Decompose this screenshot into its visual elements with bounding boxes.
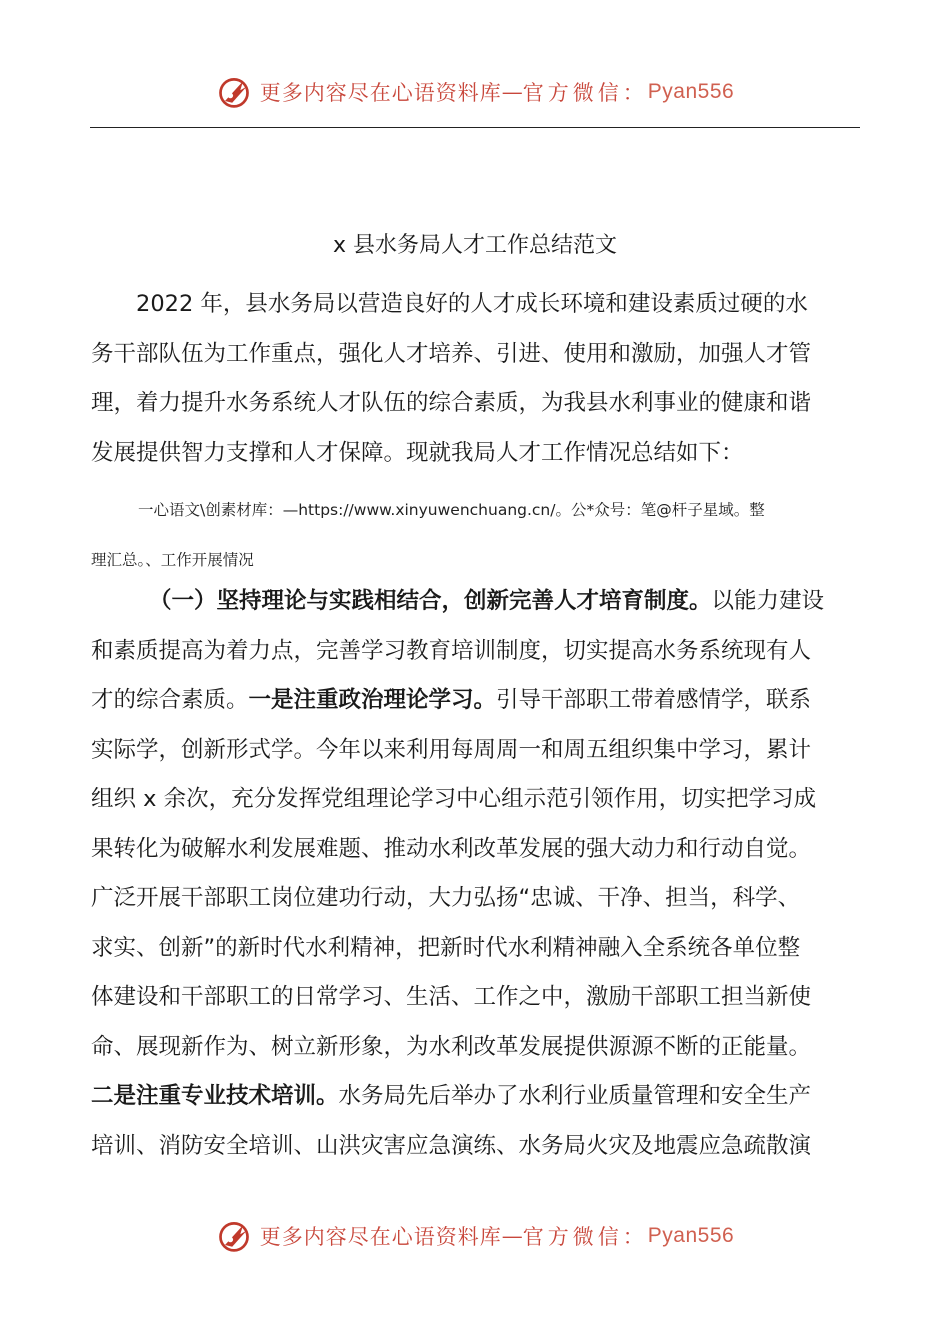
- section-text: 水务局先后举办了水利行业质量管理和安全生产: [338, 1083, 812, 1109]
- section-line: 命、展现新作为、树立新形象，为水利改革发展提供源源不断的正能量。: [91, 1033, 812, 1060]
- section-line: 实际学，创新形式学。今年以来利用每周周一和周五组织集中学习，累计: [91, 736, 812, 763]
- intro-paragraph: [91, 280, 859, 478]
- brand-text: 更多内容尽在心语资料库: [259, 1225, 502, 1249]
- section-line: 果转化为破解水利发展难题、推动水利改革发展的强大动力和行动自觉。: [91, 835, 812, 862]
- section-one: [91, 577, 859, 1171]
- header-divider: [90, 127, 860, 128]
- document-title: x 县水务局人才工作总结范文: [332, 233, 617, 258]
- banner-separator: —: [501, 1224, 523, 1248]
- header-watermark: [0, 68, 950, 116]
- section-line: 体建设和干部职工的日常学习、生活、工作之中，激励干部职工担当新使: [91, 984, 812, 1010]
- section-line: 组织 x 余次，充分发挥党组理论学习中心组示范引领作用，切实把学习成: [91, 786, 817, 812]
- brand-text: 更多内容尽在心语资料库: [259, 81, 502, 105]
- subpoint-heading: 一是注重政治理论学习。: [248, 687, 497, 713]
- intro-line: 务干部队伍为工作重点，强化人才培养、引进、使用和激励，加强人才管: [91, 340, 812, 367]
- section-line: 培训、消防安全培训、山洪灾害应急演练、水务局火灾及地震应急疏散演: [91, 1132, 812, 1159]
- wechat-id: Pyan556: [647, 80, 735, 103]
- intro-line: 理，着力提升水务系统人才队伍的综合素质，为我县水利事业的健康和谐: [91, 390, 812, 416]
- quill-logo-icon: [216, 1218, 252, 1254]
- section-text: 才的综合素质。: [91, 687, 249, 713]
- footer-watermark: [0, 1212, 950, 1260]
- section-text: 引导干部职工带着感情学，联系: [496, 687, 812, 713]
- note-line: 理汇总。、工作开展情况: [91, 551, 254, 569]
- section-line: 和素质提高为着力点，完善学习教育培训制度，切实提高水务系统现有人: [91, 637, 812, 664]
- intro-line: 2022 年，县水务局以营造良好的人才成长环境和建设素质过硬的水: [136, 291, 808, 317]
- wechat-id: Pyan556: [647, 1224, 735, 1247]
- banner-separator: —: [501, 80, 523, 104]
- section-text: 以能力建设: [711, 588, 825, 614]
- section-line: [91, 676, 859, 726]
- section-line: [91, 1072, 859, 1122]
- section-line: 求实、创新”的新时代水利精神，把新时代水利精神融入全系统各单位整: [91, 934, 801, 961]
- wechat-label: 官方微信：: [522, 81, 648, 105]
- note-line: 一心语文\创素材库：—https://www.xinyuwenchuang.cn/。公*众号：笔@杆子星域。整: [138, 501, 765, 519]
- section-heading: （一）坚持理论与实践相结合，创新完善人才培育制度。: [149, 588, 712, 614]
- wechat-label: 官方微信：: [522, 1225, 648, 1249]
- intro-line: 发展提供智力支撑和人才保障。现就我局人才工作情况总结如下：: [91, 439, 744, 466]
- section-line: [91, 577, 859, 627]
- source-note: [91, 485, 859, 585]
- quill-logo-icon: [216, 74, 252, 110]
- section-line: 广泛开展干部职工岗位建功行动，大力弘扬“忠诚、干净、担当，科学、: [91, 885, 801, 911]
- subpoint-heading: 二是注重专业技术培训。: [91, 1083, 339, 1109]
